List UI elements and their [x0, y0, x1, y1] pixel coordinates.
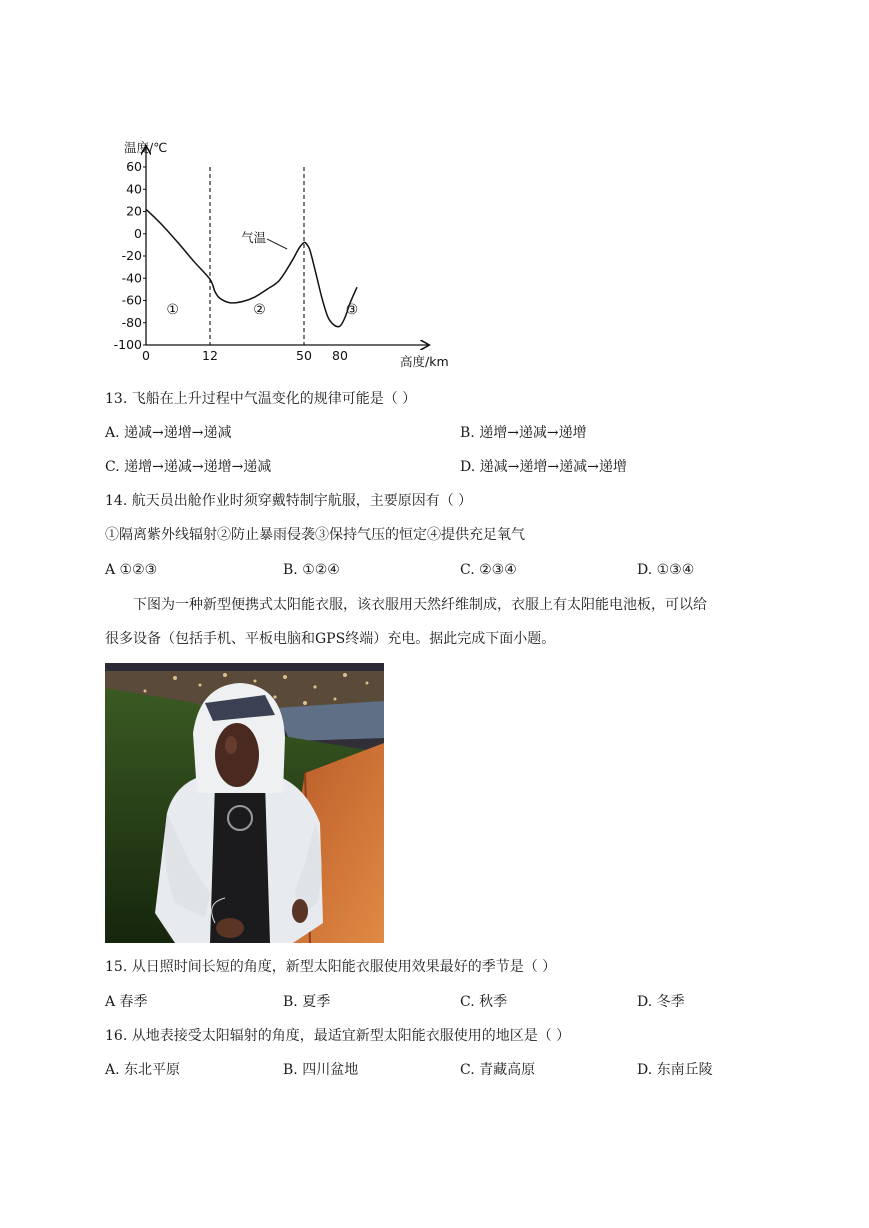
x-tick-label: 50	[296, 348, 312, 363]
region-label-2: ②	[253, 301, 266, 318]
q13-option-c: C. 递增→递减→递增→递减	[105, 459, 272, 475]
region-label-3: ③	[345, 301, 359, 318]
q15-option-c: C. 秋季	[460, 994, 508, 1010]
x-tick-label: 0	[142, 348, 150, 363]
y-tick-label: 0	[134, 225, 142, 241]
q14-statements: ①隔离紫外线辐射②防止暴雨侵袭③保持气压的恒定④提供充足氧气	[105, 527, 525, 543]
y-tick-label: 60	[126, 159, 142, 174]
question-13-stem: 13. 飞船在上升过程中气温变化的规律可能是（ ）	[105, 391, 417, 407]
q15-option-b: B. 夏季	[283, 994, 331, 1010]
chart-labels	[121, 140, 449, 369]
question-15-stem: 15. 从日照时间长短的角度，新型太阳能衣服使用效果最好的季节是（ ）	[105, 959, 557, 975]
q13-option-b: B. 递增→递减→递增	[460, 425, 587, 441]
solar-jacket-photo	[105, 663, 384, 943]
y-tick-label: 20	[126, 203, 142, 219]
y-tick-label: -100	[113, 337, 142, 352]
x-axis-title: 高度/km	[400, 354, 449, 369]
q16-option-a: A. 东北平原	[105, 1062, 181, 1078]
q14-option-d: D. ①③④	[637, 562, 695, 578]
q15-option-d: D. 冬季	[637, 994, 685, 1010]
curve-label-leader	[267, 239, 287, 249]
question-14-stem: 14. 航天员出舱作业时须穿戴特制宇航服，主要原因有（ ）	[105, 493, 473, 509]
q16-option-c: C. 青藏高原	[460, 1062, 536, 1078]
y-axis-title: 温度/℃	[124, 140, 168, 155]
passage-line-2: 很多设备（包括手机、平板电脑和GPS终端）充电。据此完成下面小题。	[105, 631, 556, 647]
q14-option-c: C. ②③④	[460, 562, 517, 578]
q13-option-d: D. 递减→递增→递减→递增	[460, 459, 627, 475]
region-label-1: ①	[166, 301, 179, 318]
question-16-stem: 16. 从地表接受太阳辐射的角度，最适宜新型太阳能衣服使用的地区是（ ）	[105, 1028, 571, 1044]
q14-option-b: B. ①②④	[283, 562, 340, 578]
y-tick-label: -40	[121, 270, 142, 286]
q14-option-a: A ①②③	[105, 562, 158, 578]
curve-label: 气温	[241, 230, 267, 246]
passage-line-1: 下图为一种新型便携式太阳能衣服，该衣服用天然纤维制成，衣服上有太阳能电池板，可以给	[133, 597, 707, 613]
q16-option-b: B. 四川盆地	[283, 1062, 359, 1078]
temperature-altitude-chart	[110, 135, 460, 375]
x-tick-label: 80	[332, 348, 348, 363]
x-tick-label: 12	[202, 348, 218, 363]
y-tick-label: -60	[121, 292, 142, 308]
q13-option-a: A. 递减→递增→递减	[105, 425, 232, 441]
chart-divider-lines	[210, 167, 304, 345]
q15-option-a: A 春季	[105, 994, 148, 1010]
chart-axes	[146, 147, 428, 345]
y-tick-label: -20	[121, 248, 142, 263]
q16-option-d: D. 东南丘陵	[637, 1062, 713, 1078]
y-tick-label: -80	[121, 314, 142, 330]
y-tick-label: 40	[126, 181, 142, 197]
